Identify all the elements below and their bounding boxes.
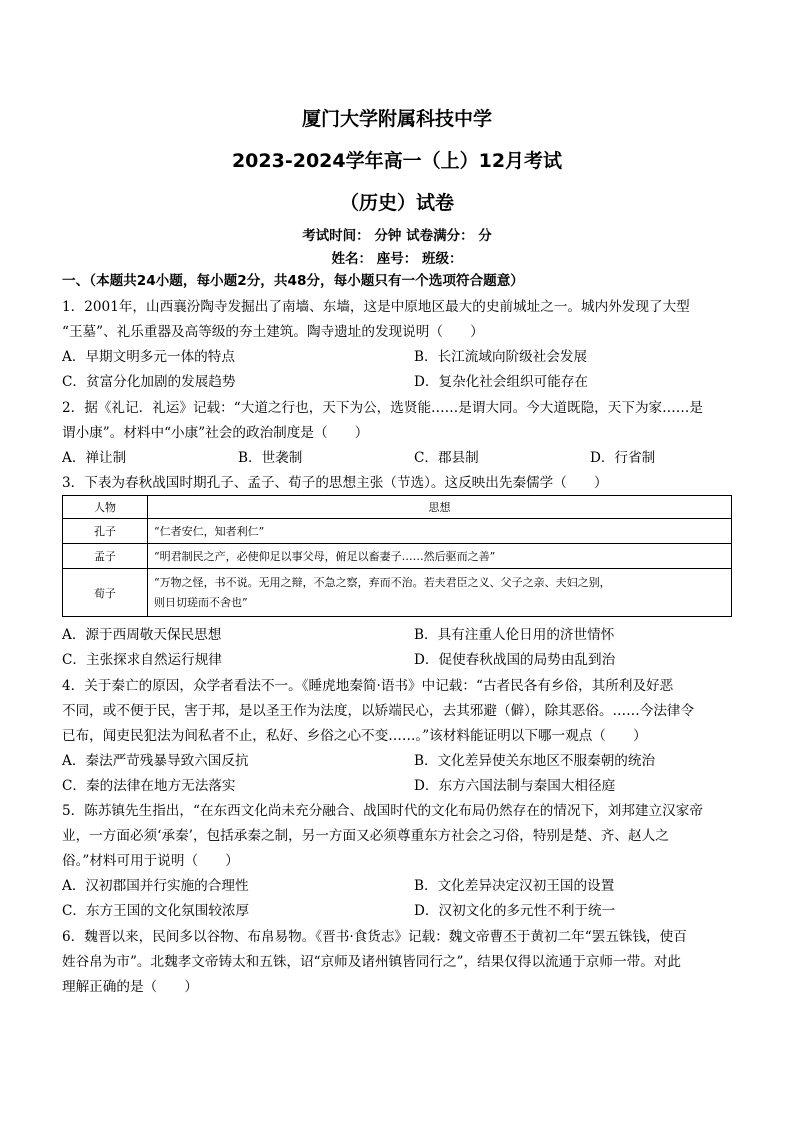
- q6-stem-line1: 6．魏晋以来，民间多以谷物、布帛易物。《晋书·食货志》记载：魏文帝曹丕于黄初二年“罢五铢钱，使百: [62, 929, 687, 945]
- q3-option-d: D．促使春秋战国的局势由乱到治: [414, 652, 616, 668]
- q4-option-d: D．东方六国法制与秦国大相径庭: [414, 778, 616, 794]
- q5-stem-line2: 业，一方面必须‘承秦’，包括承秦之制，另一方面又必须尊重东方社会之习俗，特别是楚、齐、赵人之: [62, 828, 669, 844]
- q5-option-b: B．文化差异决定汉初王国的设置: [414, 878, 615, 894]
- q4-option-b: B．文化差异使关东地区不服秦朝的统治: [414, 753, 656, 769]
- student-info: 姓名： 座号： 班级：: [331, 251, 463, 267]
- q4-stem-line1: 4．关于秦亡的原因，众学者看法不一。《睡虎地秦简·语书》中记载：“古者民各有乡俗，其所利及好恶: [62, 678, 674, 694]
- table-row: [63, 519, 732, 544]
- table-cell-text-line1: “万物之怪，书不说。无用之辩，不急之察，弃而不治。若夫君臣之义、父子之亲、夫妇之别，: [154, 575, 611, 589]
- q3-option-c: C．主张探求自然运行规律: [62, 652, 222, 668]
- q2-option-c: C．郡县制: [414, 450, 479, 466]
- q2-option-a: A．禅让制: [62, 450, 127, 466]
- q3-stem: 3．下表为春秋战国时期孔子、孟子、荀子的思想主张（节选）。这反映出先秦儒学（ ）: [62, 475, 608, 491]
- table-row: [63, 569, 732, 617]
- q2-option-b: B．世袭制: [238, 450, 303, 466]
- q3-option-b: B．具有注重人伦日用的济世情怀: [414, 627, 615, 643]
- q2-stem-line2: 谓小康”。材料中“小康”社会的政治制度是（ ）: [62, 425, 369, 441]
- q2-option-d: D．行省制: [590, 450, 656, 466]
- q5-stem-line3: 俗。”材料可用于说明（ ）: [62, 853, 239, 869]
- q4-option-a: A．秦法严苛残暴导致六国反抗: [62, 753, 249, 769]
- school-title: 厦门大学附属科技中学: [301, 108, 492, 130]
- q6-stem-line3: 理解正确的是（ ）: [62, 979, 198, 995]
- exam-info: 考试时间： 分钟 试卷满分： 分: [302, 228, 492, 244]
- table-header-person: 人物: [63, 496, 148, 519]
- table-cell-name: 孔子: [63, 519, 148, 544]
- table-header-row: [63, 496, 732, 519]
- q1-option-a: A．早期文明多元一体的特点: [62, 349, 235, 365]
- q1-option-c: C．贫富分化加剧的发展趋势: [62, 374, 236, 390]
- q4-option-c: C．秦的法律在地方无法落实: [62, 778, 236, 794]
- q1-stem-line2: “王墓”、礼乐重器及高等级的夯土建筑。陶寺遗址的发现说明（ ）: [62, 324, 484, 340]
- table-header-thought: 思想: [148, 496, 732, 519]
- q5-option-c: C．东方王国的文化氛围较浓厚: [62, 903, 250, 919]
- q3-thought-table: [62, 495, 732, 617]
- table-cell-name: 孟子: [63, 544, 148, 569]
- q4-stem-line2: 不同，或不便于民，害于邦，是以圣王作为法度，以矫端民心，去其邪避（僻），除其恶俗。……今法律令: [62, 703, 695, 719]
- table-cell-text: “明君制民之产，必使仰足以事父母，俯足以畜妻子……然后驱而之善”: [148, 544, 732, 569]
- q3-option-a: A．源于西周敬天保民思想: [62, 627, 222, 643]
- table-cell-text: “仁者安仁，知者利仁”: [148, 519, 732, 544]
- q1-option-d: D．复杂化社会组织可能存在: [414, 374, 589, 390]
- exam-title: 2023-2024学年高一（上）12月考试: [231, 150, 563, 172]
- subject-title: （历史）试卷: [339, 192, 454, 214]
- q5-stem-line1: 5．陈苏镇先生指出，“在东西文化尚未充分融合、战国时代的文化布局仍然存在的情况下，刘邦建立汉家帝: [62, 803, 703, 819]
- q4-stem-line3: 已布，闻吏民犯法为间私者不止，私好、乡俗之心不变……。”该材料能证明以下哪一观点（ ）: [62, 728, 647, 744]
- q6-stem-line2: 姓谷帛为市”。北魏孝文帝铸太和五铢，诏“京师及诸州镇皆同行之”，结果仅得以流通于京师一带。对此: [62, 954, 681, 970]
- q2-stem-line1: 2．据《礼记．礼运》记载：“大道之行也，天下为公，选贤能……是谓大同。今大道既隐，天下为家……是: [62, 400, 703, 416]
- table-cell-text: [148, 569, 732, 617]
- q1-option-b: B．长江流域向阶级社会发展: [414, 349, 588, 365]
- table-row: [63, 544, 732, 569]
- table-cell-text-line2: 则日切瑳而不舍也”: [154, 595, 248, 609]
- q1-stem-line1: 1．2001年，山西襄汾陶寺发掘出了南墙、东墙，这是中原地区最大的史前城址之一。城内外发现了大型: [62, 299, 690, 315]
- table-cell-name: 荀子: [63, 569, 148, 617]
- q5-option-a: A．汉初郡国并行实施的合理性: [62, 878, 249, 894]
- q5-option-d: D．汉初文化的多元性不利于统一: [414, 903, 616, 919]
- section-heading: 一、（本题共24小题，每小题2分，共48分，每小题只有一个选项符合题意）: [62, 273, 524, 289]
